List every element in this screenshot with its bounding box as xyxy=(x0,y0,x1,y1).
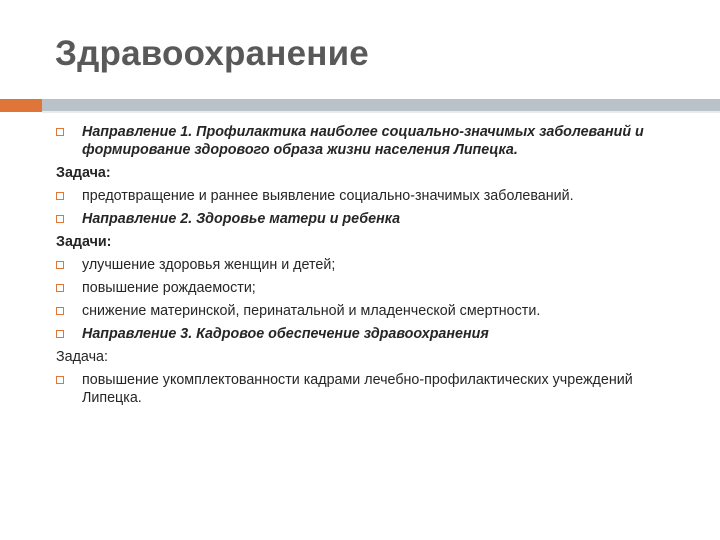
square-bullet-icon xyxy=(56,261,64,269)
task-text: снижение материнской, перинатальной и младенческой смертности. xyxy=(82,303,541,319)
task-item xyxy=(56,256,696,274)
accent-bar-highlight xyxy=(42,111,720,113)
task-item xyxy=(56,279,696,297)
task-item xyxy=(56,187,696,205)
direction-text: Направление 2. Здоровье матери и ребенка xyxy=(82,211,401,227)
square-bullet-icon xyxy=(56,307,64,315)
task-text: улучшение здоровья женщин и детей; xyxy=(82,257,336,273)
square-bullet-icon xyxy=(56,128,64,136)
square-bullet-icon xyxy=(56,376,64,384)
task-label-text: Задача: xyxy=(56,165,111,181)
square-bullet-icon xyxy=(56,284,64,292)
task-text: повышение укомплектованности кадрами лечебно-профилактических учреждений Липецка. xyxy=(82,372,633,406)
task-label-text: Задача: xyxy=(56,349,108,365)
task-label xyxy=(56,164,696,182)
square-bullet-icon xyxy=(56,330,64,338)
task-label xyxy=(56,348,696,366)
square-bullet-icon xyxy=(56,215,64,223)
slide-title: Здравоохранение xyxy=(55,34,369,73)
task-item xyxy=(56,371,696,407)
direction-text: Направление 3. Кадровое обеспечение здравоохранения xyxy=(82,326,489,342)
task-label-text: Задачи: xyxy=(56,234,112,250)
task-text: повышение рождаемости; xyxy=(82,280,256,296)
direction-item xyxy=(56,123,696,159)
task-item xyxy=(56,302,696,320)
direction-item xyxy=(56,325,696,343)
slide-content xyxy=(56,123,696,412)
direction-item xyxy=(56,210,696,228)
task-label xyxy=(56,233,696,251)
accent-bar-orange xyxy=(0,99,42,112)
square-bullet-icon xyxy=(56,192,64,200)
task-text: предотвращение и раннее выявление социально-значимых заболеваний. xyxy=(82,188,574,204)
direction-text: Направление 1. Профилактика наиболее социально-значимых заболеваний и формирование здорового образа жизни населения Липецка. xyxy=(82,124,644,158)
